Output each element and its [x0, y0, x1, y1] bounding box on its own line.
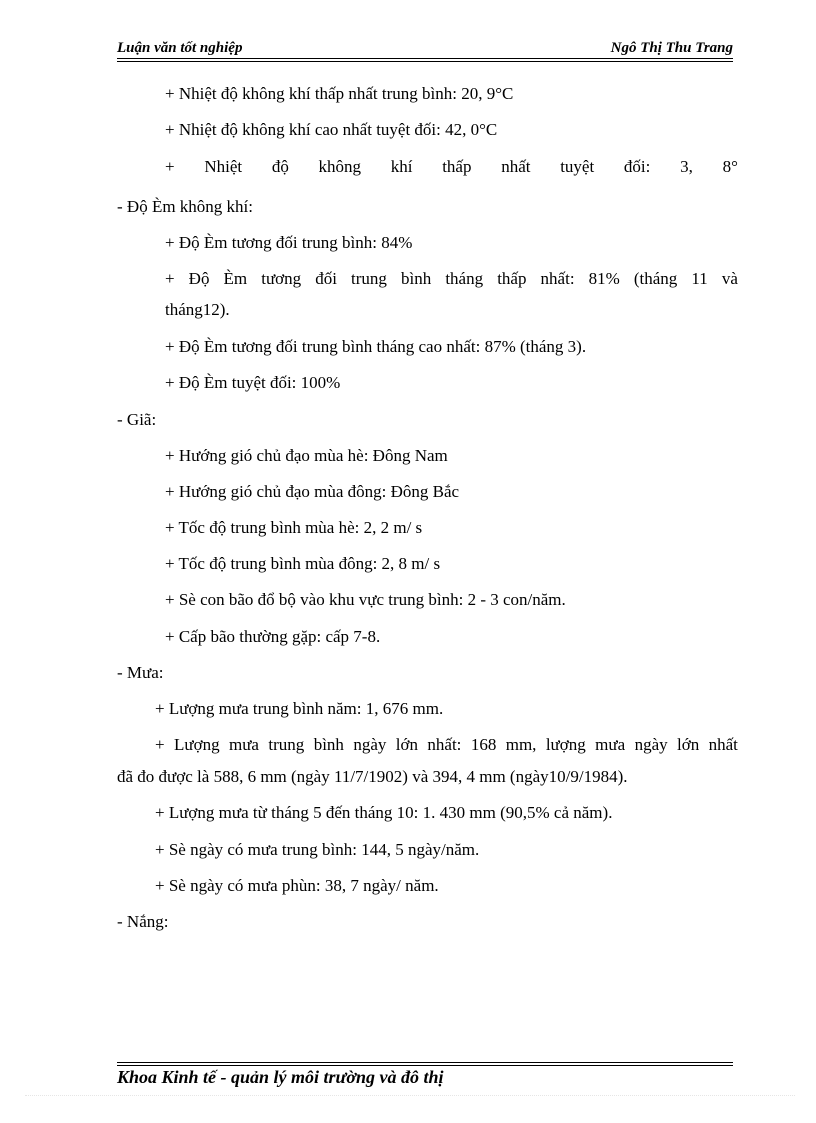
word: trung [351, 269, 387, 288]
word: lượng [545, 735, 586, 754]
text-line: + Hướng gió chủ đạo mùa hè: Đông Nam [165, 446, 448, 465]
section-heading: - Nắng: [117, 912, 169, 931]
text-line: + Sè ngày có mưa trung bình: 144, 5 ngày/năm. [155, 840, 480, 859]
justified-line [165, 157, 738, 177]
text-line: + Độ Èm tuyệt đối: 100% [165, 373, 341, 392]
word: + [155, 735, 165, 754]
word: nhất: [427, 735, 462, 754]
word: trung [268, 735, 305, 754]
word: Nhiệt [204, 157, 243, 176]
word: độ [271, 157, 289, 176]
page-edge [25, 1095, 795, 1096]
word: Độ [188, 269, 210, 288]
header-rule [117, 58, 733, 59]
word: 168 [470, 735, 497, 754]
text-line: + Sè ngày có mưa phùn: 38, 7 ngày/ năm. [155, 876, 439, 895]
word: + [165, 157, 175, 176]
word: thấp [442, 157, 472, 176]
page-header [117, 38, 733, 60]
word: mưa [595, 735, 626, 754]
text-line: + Cấp bão thường gặp: cấp 7-8. [165, 627, 381, 646]
page-footer: Khoa Kinh tế - quản lý môi trường và đô thị [117, 1067, 444, 1087]
word: nhất [708, 735, 738, 754]
word: đối: [623, 157, 651, 176]
text-line: + Sè con bão đổ bộ vào khu vực trung bình: 2 - 3 con/năm. [165, 590, 566, 609]
justified-line [165, 269, 738, 289]
word: 8° [722, 157, 738, 176]
text-line: đã đo được là 588, 6 mm (ngày 11/7/1902) và 394, 4 mm (ngày10/9/1984). [117, 767, 628, 786]
word: tuyệt [560, 157, 595, 176]
word: Èm [223, 269, 248, 288]
text-line: tháng12). [165, 300, 230, 319]
word: nhất: [540, 269, 575, 288]
word: lớn [395, 735, 418, 754]
word: không [318, 157, 362, 176]
text-line: + Lượng mưa trung bình năm: 1, 676 mm. [155, 699, 444, 718]
footer-rule [117, 1062, 733, 1063]
word: + [165, 269, 175, 288]
word: 3, [680, 157, 693, 176]
word: ngày [634, 735, 668, 754]
word: ngày [353, 735, 387, 754]
word: lớn [677, 735, 700, 754]
word: mưa [229, 735, 259, 754]
section-heading: - Giã: [117, 410, 157, 429]
text-line: + Hướng gió chủ đạo mùa đông: Đông Bắc [165, 482, 460, 501]
word: và [721, 269, 738, 288]
text-line: + Tốc độ trung bình mùa hè: 2, 2 m/ s [165, 518, 423, 537]
word: (tháng [633, 269, 678, 288]
section-heading: - Mưa: [117, 663, 164, 682]
word: 11 [691, 269, 708, 288]
word: bình [313, 735, 344, 754]
header-rule [117, 61, 733, 62]
word: đối [315, 269, 337, 288]
word: thấp [497, 269, 527, 288]
text-line: + Nhiệt độ không khí cao nhất tuyệt đối: 42, 0°C [165, 120, 498, 139]
word: khí [390, 157, 413, 176]
text-line: + Nhiệt độ không khí thấp nhất trung bình: 20, 9°C [165, 84, 514, 103]
section-heading: - Độ Èm không khí: [117, 197, 253, 216]
text-line: + Độ Èm tương đối trung bình: 84% [165, 233, 413, 252]
word: Lượng [174, 735, 220, 754]
text-line: + Lượng mưa từ tháng 5 đến tháng 10: 1. 430 mm (90,5% cả năm). [155, 803, 613, 822]
word: bình [401, 269, 432, 288]
justified-line [155, 735, 738, 755]
text-line: + Tốc độ trung bình mùa đông: 2, 8 m/ s [165, 554, 441, 573]
word: mm, [505, 735, 537, 754]
word: 81% [588, 269, 620, 288]
header-thesis-label: Luận văn tốt nghiệp [117, 40, 243, 56]
word: nhất [501, 157, 531, 176]
word: tháng [445, 269, 484, 288]
word: tương [261, 269, 302, 288]
header-author-name: Ngô Thị Thu Trang [610, 40, 733, 56]
text-line: + Độ Èm tương đối trung bình tháng cao nhất: 87% (tháng 3). [165, 337, 587, 356]
